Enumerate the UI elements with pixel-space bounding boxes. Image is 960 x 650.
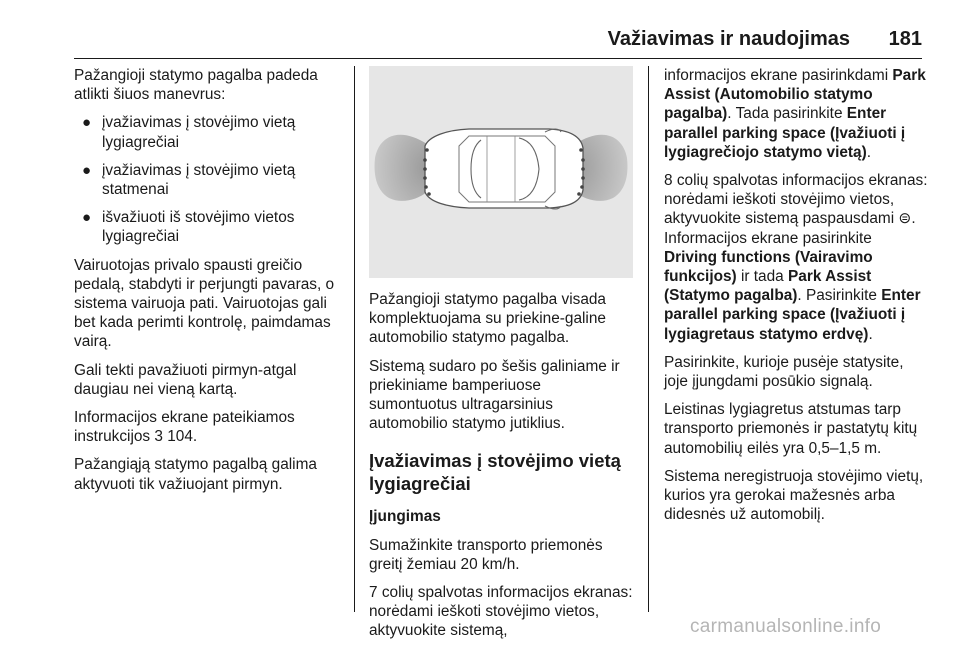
- back-forth-paragraph: Gali tekti pavažiuoti pirmyn-atgal daugiau nei vieną kartą.: [74, 361, 297, 398]
- sensors-paragraph: Sistemą sudaro po šešis galiniame ir priekiniame bamperiuose sumontuotus ultragarsinius automobilio statymo jutiklius.: [369, 357, 620, 433]
- driver-paragraph: Vairuotojas privalo spausti greičio pedalą, stabdyti ir perjungti pavaras, o sistema vairuoja pati. Vairuotojas gali bet kada perimti kontrolę, paimdamas vairą.: [74, 256, 335, 351]
- column-left: [74, 66, 342, 503]
- car-body: [425, 129, 583, 208]
- distance-paragraph: Leistinas lygiagretus atstumas tarp transporto priemonės ir pastatytų kitų automobilių eilės yra 0,5–1,5 m.: [664, 401, 918, 457]
- list-item: ● įvažiavimas į stovėjimo vietą lygiagrečiai: [82, 114, 296, 151]
- subsection-heading: Įjungimas: [369, 508, 441, 526]
- car-button-icon: ⊜: [898, 210, 912, 228]
- maneuver-list: [74, 113, 342, 246]
- bullet-icon: ●: [82, 114, 92, 132]
- column-divider: [648, 66, 649, 612]
- activation-paragraph: Pažangiąją statymo pagalbą galima aktyvuoti tik važiuojant pirmyn.: [74, 456, 317, 493]
- page-reference-link[interactable]: 3 104.: [154, 428, 198, 446]
- side-selection-paragraph: Pasirinkite, kurioje pusėje statysite, joje įjungdami posūkio signalą.: [664, 353, 904, 391]
- detection-paragraph: Sistema neregistruoja stovėjimo vietų, kurios yra gerokai mažesnės arba didesnės už automobilį.: [664, 467, 924, 524]
- watermark: carmanualsonline.info: [690, 616, 882, 637]
- list-item: ● įvažiavimas į stovėjimo vietą statmenai: [82, 161, 296, 199]
- page-number: 181: [888, 28, 922, 50]
- column-right: [664, 66, 928, 533]
- car-sensor-diagram: [369, 66, 633, 278]
- display8-paragraph: 8 colių spalvotas informacijos ekranas: norėdami ieškoti stovėjimo vietos, aktyvuokite sistemą paspausdami ⊜. Informacijos ekrane pasirinkite Driving functions (Vairavimo funkcijos) ir tada Park Assist (Statymo pagalba). Pasirinkite Enter parallel parking space (Įvažiuoti į lygiagretaus statymo erdvę).: [664, 172, 928, 343]
- rear-sensor-zone: [375, 135, 427, 201]
- menu-paragraph: informacijos ekrane pasirinkdami Park Assist (Automobilio statymo pagalba). Tada pasirinkite Enter parallel parking space (Įvažiuoti į lygiagrečiojo statymo vietą).: [664, 67, 926, 161]
- display7-paragraph: 7 colių spalvotas informacijos ekranas: norėdami ieškoti stovėjimo vietos, aktyvuokite sistemą,: [369, 584, 633, 640]
- column-middle: [369, 290, 635, 650]
- sensor-illustration: [369, 66, 633, 278]
- page-header: [74, 28, 922, 56]
- bullet-icon: ●: [82, 209, 92, 227]
- intro-paragraph: Pažangioji statymo pagalba padeda atlikti šiuos manevrus:: [74, 67, 318, 104]
- instructions-paragraph: Informacijos ekrane pateikiamos instrukcijos 3 104.: [74, 409, 295, 446]
- speed-paragraph: Sumažinkite transporto priemonės greitį žemiau 20 km/h.: [369, 536, 603, 573]
- intro-paragraph: Pažangioji statymo pagalba visada komplektuojama su priekine-galine automobilio statymo pagalba.: [369, 291, 606, 347]
- column-divider: [354, 66, 355, 612]
- header-title: Važiavimas ir naudojimas: [607, 28, 850, 50]
- section-heading: Įvažiavimas į stovėjimo vietą lygiagrečiai: [369, 450, 621, 495]
- list-item: ● išvažiuoti iš stovėjimo vietos lygiagrečiai: [82, 209, 295, 246]
- bullet-icon: ●: [82, 161, 92, 179]
- header-rule: [74, 58, 922, 59]
